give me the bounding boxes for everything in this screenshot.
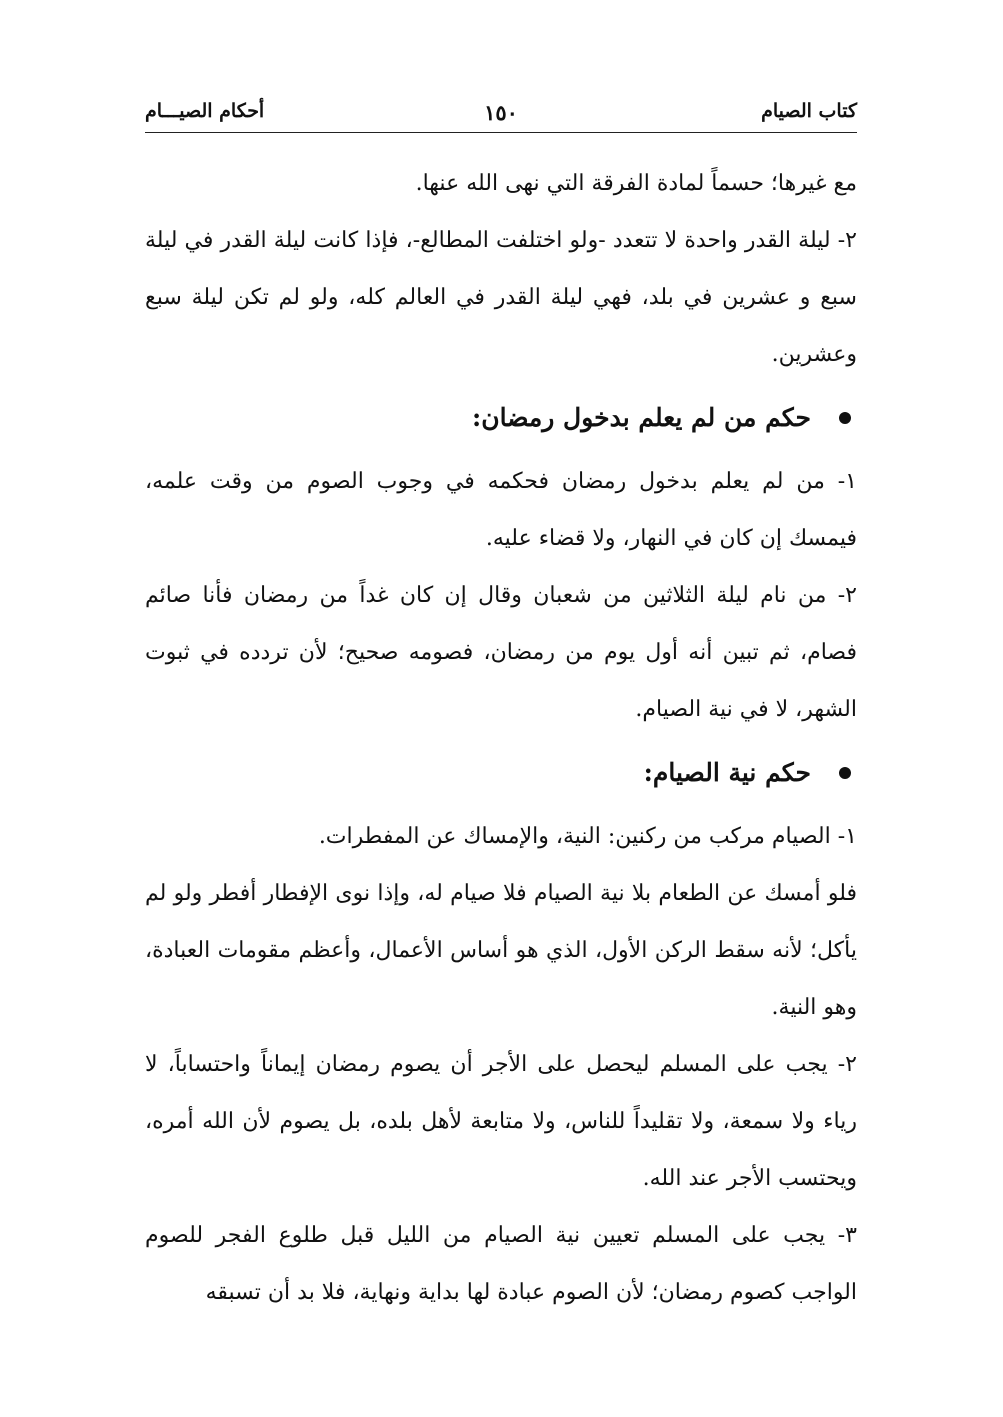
bullet-icon	[839, 412, 851, 424]
bullet-icon	[839, 767, 851, 779]
section-heading-ruling-intention	[145, 742, 857, 804]
paragraph-item-3-specify-intention: ٣- يجب على المسلم تعيين نية الصيام من الليل قبل طلوع الفجر للصوم الواجب كصوم رمضان؛ لأن الصوم عبادة لها بداية ونهاية، فلا بد أن تسبقه	[145, 1223, 857, 1305]
section-heading-text: حكم من لم يعلم بدخول رمضان:	[472, 403, 811, 432]
page-header	[145, 94, 857, 133]
paragraph-item-1: ١- من لم يعلم بدخول رمضان فحكمه في وجوب الصوم من وقت علمه، فيمسك إن كان في النهار، ولا قضاء عليه.	[145, 469, 857, 551]
paragraph-continuation: مع غيرها؛ حسماً لمادة الفرقة التي نهى الله عنها.	[415, 171, 857, 196]
page-body	[145, 155, 857, 1321]
paragraph-item-2: ٢- من نام ليلة الثلاثين من شعبان وقال إن كان غداً من رمضان فأنا صائم فصام، ثم تبين أنه أول يوم من رمضان، فصومه صحيح؛ لأن تردده في ثبوت الشهر، لا في نية الصيام.	[145, 583, 857, 722]
paragraph-item-1-pillars: ١- الصيام مركب من ركنين: النية، والإمساك عن المفطرات.	[318, 824, 857, 849]
paragraph-item-2-laylat-alqadr: ٢- ليلة القدر واحدة لا تتعدد -ولو اختلفت المطالع-، فإذا كانت ليلة القدر في ليلة سبع و عشرين في بلد، فهي ليلة القدر في العالم كله، ولو لم تكن ليلة سبع وعشرين.	[145, 228, 857, 367]
paragraph-explanation: فلو أمسك عن الطعام بلا نية الصيام فلا صيام له، وإذا نوى الإفطار أفطر ولو لم يأكل؛ لأنه سقط الركن الأول، الذي هو أساس الأعمال، وأعظم مقومات العبادة، وهو النية.	[145, 881, 857, 1020]
chapter-title: أحكام الصيـــام	[145, 100, 265, 122]
section-heading-text: حكم نية الصيام:	[643, 758, 811, 787]
book-title: كتاب الصيام	[761, 100, 857, 122]
section-heading-ruling-not-knowing-ramadan	[145, 387, 857, 449]
page-number: ١٥٠	[484, 100, 518, 125]
paragraph-item-2-sincerity: ٢- يجب على المسلم ليحصل على الأجر أن يصوم رمضان إيماناً واحتساباً، لا رياء ولا سمعة، ولا تقليداً للناس، ولا متابعة لأهل بلده، بل يصوم لأن الله أمره، ويحتسب الأجر عند الله.	[145, 1052, 857, 1191]
